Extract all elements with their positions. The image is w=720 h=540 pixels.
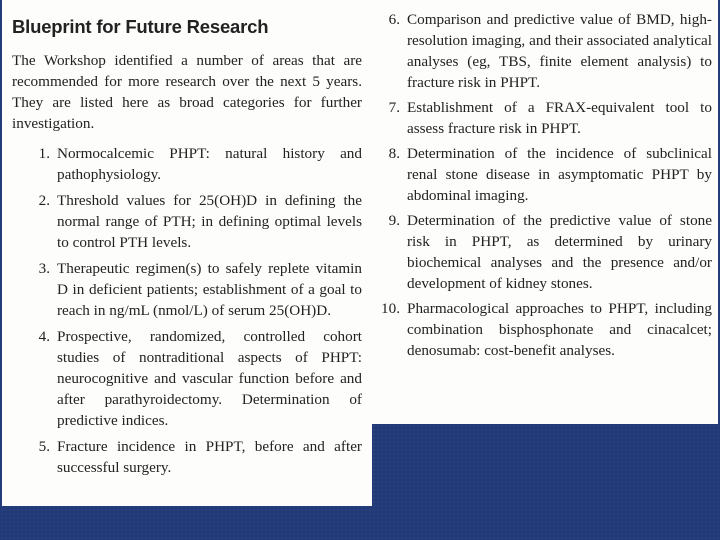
research-item-4	[12, 326, 362, 431]
item-number: 3.	[38, 260, 50, 277]
item-text: Determination of the incidence of subclinical renal stone disease in asymptomatic PHPT by abdominal imaging.	[407, 145, 712, 204]
section-heading: Blueprint for Future Research	[12, 16, 269, 37]
item-text: Pharmacological approaches to PHPT, including combination bisphosphonate and cinacalcet; denosumab: cost-benefit analyses.	[407, 300, 712, 359]
item-number: 7.	[388, 99, 400, 116]
right-text-panel	[370, 0, 718, 424]
item-number: 10.	[381, 300, 400, 317]
item-number: 1.	[38, 145, 50, 162]
item-number: 8.	[388, 145, 400, 162]
item-text: Prospective, randomized, controlled cohort studies of nontraditional aspects of PHPT: neurocognitive and vascular function before and after parathyroidectomy. Determination of predictive indices.	[57, 328, 362, 429]
left-text-panel	[2, 0, 372, 506]
item-text: Comparison and predictive value of BMD, high-resolution imaging, and their associated analytical analyses (eg, TBS, finite element analysis) to fracture risk in PHPT.	[407, 11, 712, 91]
research-item-10	[370, 298, 712, 361]
item-number: 2.	[38, 192, 50, 209]
research-item-1	[12, 143, 362, 185]
item-text: Establishment of a FRAX-equivalent tool to assess fracture risk in PHPT.	[407, 99, 712, 137]
research-item-5	[12, 436, 362, 478]
item-text: Fracture incidence in PHPT, before and after successful surgery.	[57, 438, 362, 476]
research-item-3	[12, 258, 362, 321]
item-text: Therapeutic regimen(s) to safely replete vitamin D in deficient patients; establishment of a goal to reach in ng/mL (nmol/L) of serum 25(OH)D.	[57, 260, 362, 319]
research-item-2	[12, 190, 362, 253]
item-number: 9.	[388, 212, 400, 229]
intro-paragraph: The Workshop identified a number of areas that are recommended for more research over the next 5 years. They are listed here as broad categories for further investigation.	[12, 52, 362, 132]
item-text: Threshold values for 25(OH)D in defining the normal range of PTH; in defining optimal levels to control PTH levels.	[57, 192, 362, 251]
item-number: 4.	[38, 328, 50, 345]
research-item-7	[370, 97, 712, 139]
research-item-6	[370, 9, 712, 93]
research-item-8	[370, 143, 712, 206]
research-item-9	[370, 210, 712, 294]
item-text: Determination of the predictive value of stone risk in PHPT, as determined by urinary biochemical analyses and the presence and/or development of kidney stones.	[407, 212, 712, 292]
item-number: 5.	[38, 438, 50, 455]
item-text: Normocalcemic PHPT: natural history and pathophysiology.	[57, 145, 362, 183]
item-number: 6.	[388, 11, 400, 28]
